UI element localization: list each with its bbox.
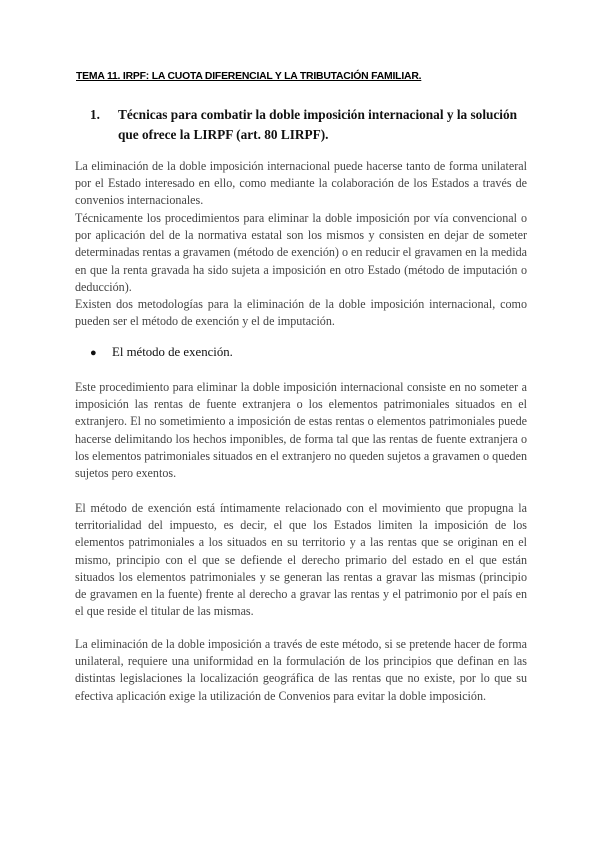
bullet-heading [90, 345, 233, 360]
tema-title: TEMA 11. IRPF: LA CUOTA DIFERENCIAL Y LA TRIBUTACIÓN FAMILIAR. [76, 71, 422, 82]
paragraph-metodologias: Existen dos metodologías para la eliminación de la doble imposición internacional, como pueden ser el método de exención y el de imputación. [75, 297, 527, 329]
section-number: 1. [90, 107, 100, 122]
bullet-heading-text: El método de exención. [112, 345, 233, 359]
section-heading-text: Técnicas para combatir la doble imposición internacional y la solución que ofrece la LIRPF (art. 80 LIRPF). [118, 107, 518, 142]
paragraph-procedimiento-exencion: Este procedimiento para eliminar la doble imposición internacional consiste en no someter a imposición las rentas de fuente extranjera o los elementos patrimoniales situados en el extranjero. El no sometimiento a imposición de estas rentas o elementos patrimoniales puede hacerse delimitando los hechos imponibles, de forma tal que las rentas de fuente extranjera o los elementos patrimoniales situados en el extranjero no queden sujetos a gravamen o queden sujetos pero exentos. [75, 380, 527, 481]
paragraph-procedimientos: Técnicamente los procedimientos para eliminar la doble imposición por vía convencional o por aplicación del de la normativa estatal son los mismos y consisten en dejar de someter determinadas rentas a gravamen (método de exención) o en reducir el gravamen en la medida en que la renta gravada ha sido sujeta a imposición en otro Estado (método de imputación o deducción). [75, 211, 527, 294]
paragraph-territorialidad: El método de exención está íntimamente relacionado con el movimiento que propugna la territorialidad del impuesto, es decir, el que los Estados limiten la imposición de los elementos patrimoniales a los situados en su territorio y a las rentas que se originan en el mismo, principio con el que se defiende el derecho primario del estado en el que están situados los elementos patrimoniales y se generan las rentas a gravar las mismas (principio de gravamen en la fuente) frente al derecho a gravar las rentas y el patrimonio por el país en el que reside el titular de las mismas. [75, 501, 527, 619]
bullet-dot-icon: ● [90, 347, 97, 359]
paragraph-unilateral: La eliminación de la doble imposición internacional puede hacerse tanto de forma unilateral por el Estado interesado en ello, como mediante la colaboración de los Estados a través de convenios internacionales. [75, 159, 527, 208]
section-heading [90, 105, 530, 145]
paragraph-convenios: La eliminación de la doble imposición a través de este método, si se pretende hacer de forma unilateral, requiere una uniformidad en la formulación de los principios que definan en las distintas legislaciones la localización geográfica de las rentas que no existe, por lo que su efectiva aplicación exige la utilización de Convenios para evitar la doble imposición. [75, 637, 527, 703]
